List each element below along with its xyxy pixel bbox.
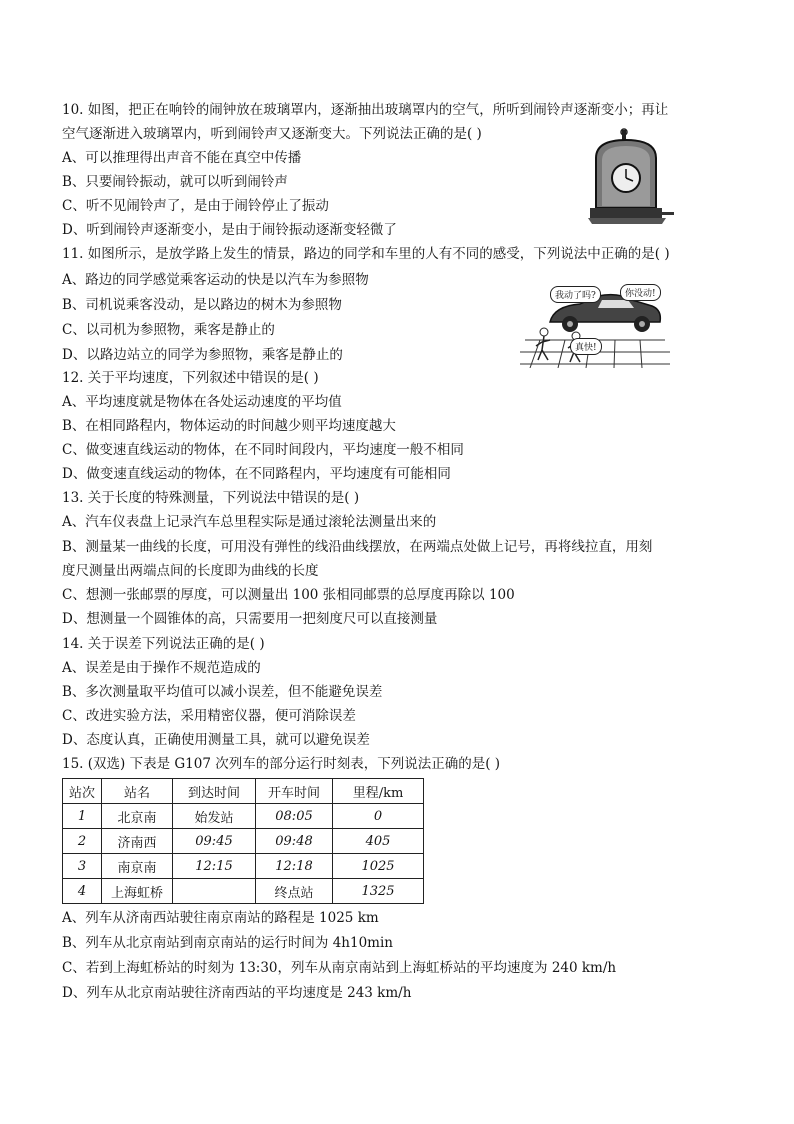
q13-option-d: D、想测量一个圆锥体的高，只需要用一把刻度尺可以直接测量: [62, 611, 438, 627]
table-header-row: [63, 779, 424, 804]
street-scene-illustration: [520, 270, 670, 368]
q10-option-c: C、听不见闹铃声了，是由于闹铃停止了振动: [62, 198, 329, 214]
q10-option-a: A、可以推理得出声音不能在真空中传播: [62, 150, 302, 166]
q14-stem: 14. 关于误差下列说法正确的是( ): [62, 636, 265, 652]
table-cell: 2: [63, 829, 102, 854]
table-cell: 12:15: [173, 854, 256, 879]
q10-option-b: B、只要闹铃振动，就可以听到闹铃声: [62, 174, 288, 190]
table-cell: 4: [63, 879, 102, 904]
q11-option-a: A、路边的同学感觉乘客运动的快是以汽车为参照物: [62, 272, 369, 288]
q14-option-b: B、多次测量取平均值可以减小误差，但不能避免误差: [62, 684, 383, 700]
table-cell: 1: [63, 804, 102, 829]
speech-bubble-2: 你没动!: [620, 284, 661, 301]
q15-option-a: A、列车从济南西站驶往南京南站的路程是 1025 km: [62, 910, 379, 926]
q15-option-c: C、若到上海虹桥站的时刻为 13:30，列车从南京南站到上海虹桥站的平均速度为 240 km/h: [62, 960, 617, 976]
q10-stem-line1: 10. 如图，把正在响铃的闹钟放在玻璃罩内，逐渐抽出玻璃罩内的空气，所听到闹铃声逐渐变小；再让: [62, 102, 669, 118]
table-cell: 09:48: [256, 829, 333, 854]
q14-option-d: D、态度认真，正确使用测量工具，就可以避免误差: [62, 732, 370, 748]
table-cell: 12:18: [256, 854, 333, 879]
table-cell: 1025: [333, 854, 424, 879]
q11-option-b: B、司机说乘客没动，是以路边的树木为参照物: [62, 297, 342, 313]
table-cell: 0: [333, 804, 424, 829]
table-cell: 405: [333, 829, 424, 854]
col-header: 开车时间: [256, 779, 333, 804]
table-cell: [173, 879, 256, 904]
table-cell: 北京南: [102, 804, 173, 829]
q12-stem: 12. 关于平均速度，下列叙述中错误的是( ): [62, 370, 319, 386]
q13-option-c: C、想测一张邮票的厚度，可以测量出 100 张相同邮票的总厚度再除以 100: [62, 587, 515, 603]
q15-option-b: B、列车从北京南站到南京南站的运行时间为 4h10min: [62, 935, 393, 951]
q12-option-d: D、做变速直线运动的物体，在不同路程内，平均速度有可能相同: [62, 466, 451, 482]
table-cell: 08:05: [256, 804, 333, 829]
table-row: [63, 879, 424, 904]
q12-option-a: A、平均速度就是物体在各处运动速度的平均值: [62, 394, 342, 410]
table-cell: 3: [63, 854, 102, 879]
q11-stem: 11. 如图所示，是放学路上发生的情景，路边的同学和车里的人有不同的感受，下列说法中正确的是( ): [62, 246, 670, 262]
table-cell: 09:45: [173, 829, 256, 854]
table-cell: 1325: [333, 879, 424, 904]
q14-option-a: A、误差是由于操作不规范造成的: [62, 660, 261, 676]
q13-option-a: A、汽车仪表盘上记录汽车总里程实际是通过滚轮法测量出来的: [62, 514, 437, 530]
col-header: 里程/km: [333, 779, 424, 804]
col-header: 站次: [63, 779, 102, 804]
q14-option-c: C、改进实验方法，采用精密仪器，便可消除误差: [62, 708, 356, 724]
q11-option-d: D、以路边站立的同学为参照物，乘客是静止的: [62, 347, 343, 363]
q15-stem: 15. (双选) 下表是 G107 次列车的部分运行时刻表，下列说法正确的是( ): [62, 756, 501, 772]
q13-stem: 13. 关于长度的特殊测量，下列说法中错误的是( ): [62, 490, 360, 506]
table-cell: 上海虹桥: [102, 879, 173, 904]
col-header: 到达时间: [173, 779, 256, 804]
bell-jar-illustration: [586, 128, 676, 228]
speech-bubble-3: 真快!: [570, 338, 602, 355]
speech-bubble-1: 我动了吗?: [550, 286, 601, 303]
col-header: 站名: [102, 779, 173, 804]
table-row: [63, 829, 424, 854]
q10-stem-line2: 空气逐渐进入玻璃罩内，听到闹铃声又逐渐变大。下列说法正确的是( ): [62, 126, 482, 142]
q10-option-d: D、听到闹铃声逐渐变小，是由于闹铃振动逐渐变轻微了: [62, 222, 397, 238]
table-row: [63, 804, 424, 829]
table-cell: 南京南: [102, 854, 173, 879]
table-cell: 济南西: [102, 829, 173, 854]
q13-option-b: B、测量某一曲线的长度，可用没有弹性的线沿曲线摆放，在两端点处做上记号，再将线拉直，用刻: [62, 539, 653, 555]
q15-option-d: D、列车从北京南站驶往济南西站的平均速度是 243 km/h: [62, 985, 412, 1001]
q12-option-b: B、在相同路程内，物体运动的时间越少则平均速度越大: [62, 418, 396, 434]
q13-option-b-cont: 度尺测量出两端点间的长度即为曲线的长度: [62, 563, 319, 579]
table-cell: 终点站: [256, 879, 333, 904]
q11-option-c: C、以司机为参照物，乘客是静止的: [62, 322, 275, 338]
train-timetable: [62, 778, 424, 904]
table-cell: 始发站: [173, 804, 256, 829]
table-row: [63, 854, 424, 879]
q12-option-c: C、做变速直线运动的物体，在不同时间段内，平均速度一般不相同: [62, 442, 464, 458]
